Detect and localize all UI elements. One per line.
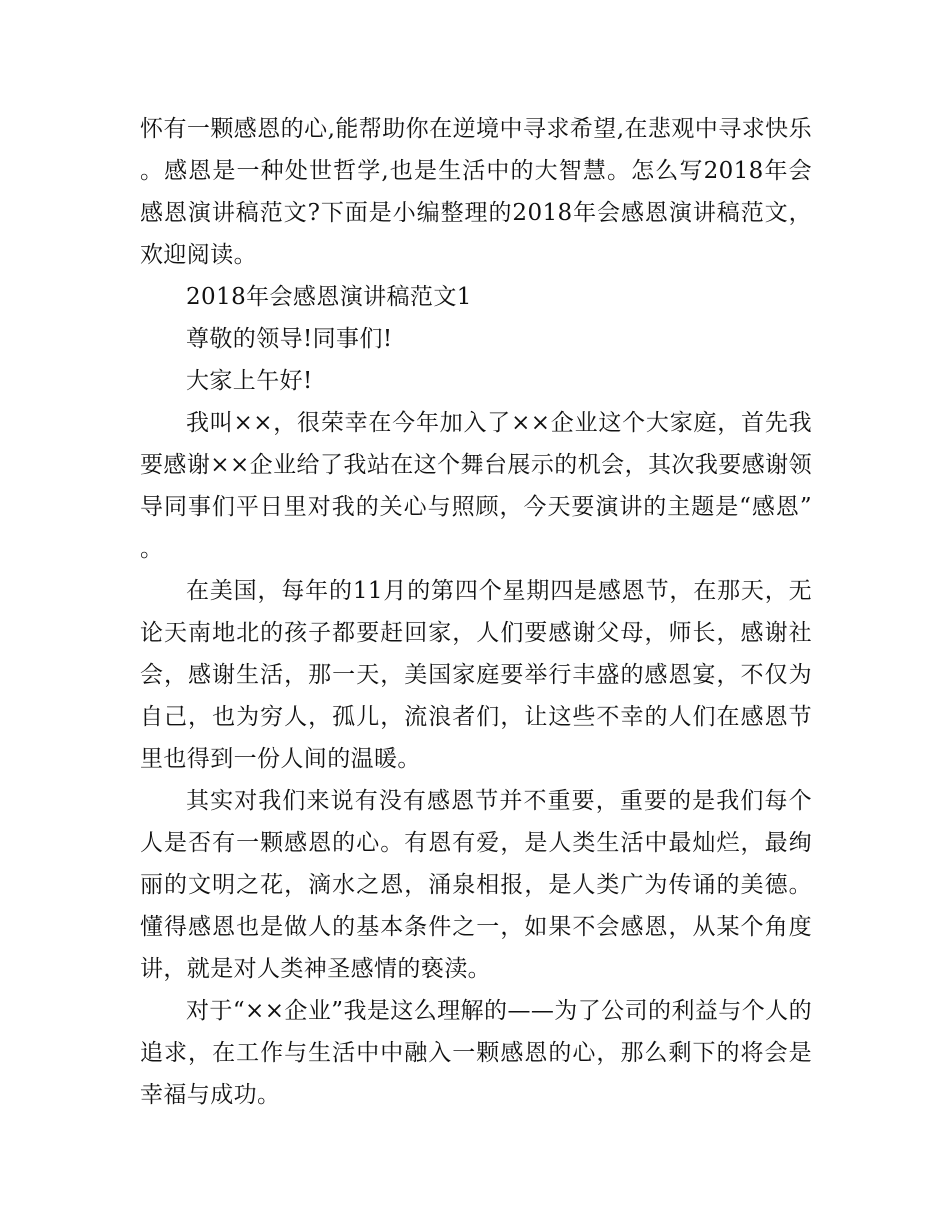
- body-paragraph-gratitude: 其实对我们来说有没有感恩节并不重要，重要的是我们每个人是否有一颗感恩的心。有恩有爱，是人类生活中最灿烂，最绚丽的文明之花，滴水之恩，涌泉相报，是人类广为传诵的美德。懂得感恩也是做人的基本条件之一，如果不会感恩，从某个角度讲，就是对人类神圣感情的亵渎。: [140, 788, 812, 982]
- speech-title: 2018年会感恩演讲稿范文1: [186, 284, 472, 310]
- body-paragraph-company: 对于“××企业”我是这么理解的——为了公司的利益与个人的追求，在工作与生活中中融入一颗感恩的心，那么剩下的将会是幸福与成功。: [140, 998, 812, 1108]
- body-paragraph-thanksgiving: 在美国，每年的11月的第四个星期四是感恩节，在那天，无论天南地北的孩子都要赶回家，人们要感谢父母，师长，感谢社会，感谢生活，那一天，美国家庭要举行丰盛的感恩宴，不仅为自己，也为穷人，孤儿，流浪者们，让这些不幸的人们在感恩节里也得到一份人间的温暖。: [140, 578, 812, 772]
- salutation: 尊敬的领导!同事们!: [186, 326, 393, 352]
- greeting: 大家上午好!: [186, 368, 313, 394]
- intro-paragraph: 怀有一颗感恩的心,能帮助你在逆境中寻求希望,在悲观中寻求快乐。感恩是一种处世哲学,也是生活中的大智慧。怎么写2018年会感恩演讲稿范文?下面是小编整理的2018年会感恩演讲稿范文，欢迎阅读。: [140, 116, 812, 268]
- body-paragraph-intro: 我叫××，很荣幸在今年加入了××企业这个大家庭，首先我要感谢××企业给了我站在这个舞台展示的机会，其次我要感谢领导同事们平日里对我的关心与照顾，今天要演讲的主题是“感恩”。: [140, 410, 812, 562]
- document-body: [140, 108, 812, 1116]
